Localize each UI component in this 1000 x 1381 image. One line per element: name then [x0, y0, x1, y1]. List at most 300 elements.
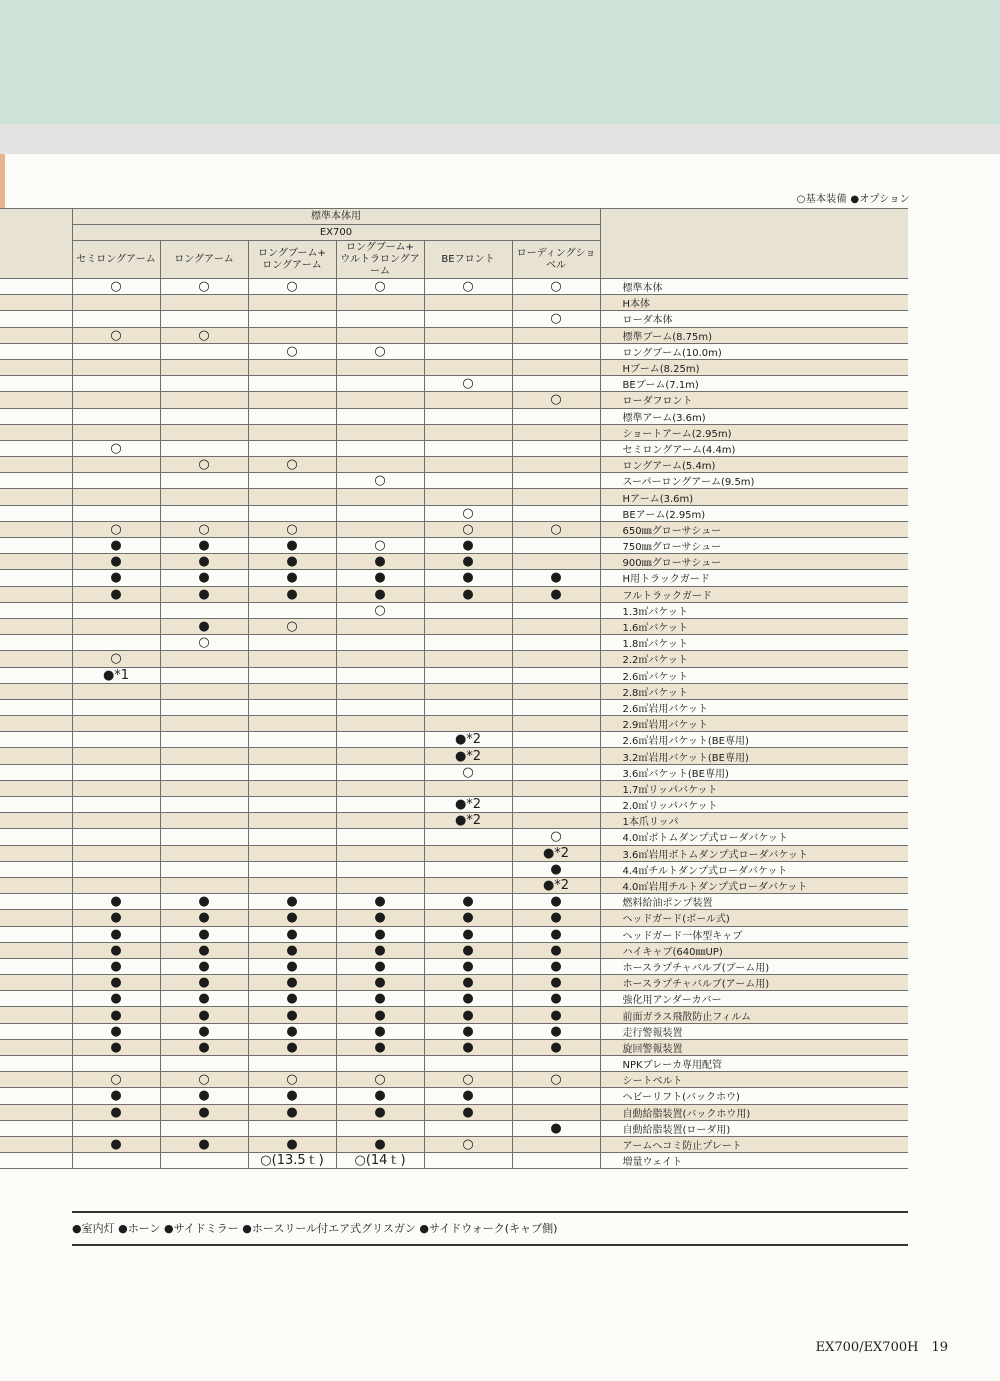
status-cell: [72, 538, 160, 554]
status-cell: [72, 716, 160, 732]
item-name: 3.2㎥岩用バケット(BE専用): [600, 748, 908, 764]
status-cell: [512, 440, 600, 456]
row-spacer: [0, 618, 72, 634]
option-mark: ●: [110, 975, 122, 991]
status-cell: [336, 1072, 424, 1088]
status-cell: [248, 1120, 336, 1136]
standard-mark: ○: [374, 343, 386, 359]
status-cell: [424, 797, 512, 813]
status-cell: [248, 424, 336, 440]
status-cell: [248, 489, 336, 505]
row-spacer: [0, 748, 72, 764]
status-cell: [512, 618, 600, 634]
option-mark: ●: [110, 1137, 122, 1153]
status-cell: [160, 926, 248, 942]
row-spacer: [0, 991, 72, 1007]
standard-mark: ○: [110, 521, 122, 537]
status-cell: [336, 845, 424, 861]
status-cell: [248, 602, 336, 618]
status-cell: [160, 813, 248, 829]
status-cell: [512, 1136, 600, 1152]
status-cell: [248, 813, 336, 829]
item-name: 標準アーム(3.6m): [600, 408, 908, 424]
status-cell: [160, 489, 248, 505]
status-cell: [424, 538, 512, 554]
option-mark: ●: [462, 538, 474, 554]
item-name: ヘッドガード一体型キャブ: [600, 926, 908, 942]
status-cell: [336, 376, 424, 392]
option-mark: ●: [110, 586, 122, 602]
status-cell: [160, 554, 248, 570]
status-cell: [336, 651, 424, 667]
status-cell: [160, 732, 248, 748]
table-row: [0, 489, 908, 505]
option-mark: ●: [110, 554, 122, 570]
status-cell: [336, 424, 424, 440]
status-cell: [512, 376, 600, 392]
status-cell: [512, 1023, 600, 1039]
status-cell: [160, 910, 248, 926]
option-mark: ●: [374, 926, 386, 942]
option-mark: ●: [286, 958, 298, 974]
option-mark: ●*2: [454, 797, 482, 813]
status-cell: [248, 1136, 336, 1152]
item-name: 走行警報装置: [600, 1023, 908, 1039]
item-name: 1.3㎥バケット: [600, 602, 908, 618]
item-name: 燃料給油ポンプ装置: [600, 894, 908, 910]
item-name: 増量ウェイト: [600, 1153, 908, 1169]
item-name: 2.6㎥岩用バケット: [600, 699, 908, 715]
standard-mark: ○: [286, 279, 298, 295]
table-row: [0, 829, 908, 845]
table-row: [0, 780, 908, 796]
status-cell: [512, 813, 600, 829]
status-cell: [248, 473, 336, 489]
item-name: NPKブレーカ専用配管: [600, 1056, 908, 1072]
status-cell: [160, 1104, 248, 1120]
status-cell: [424, 780, 512, 796]
column-header: BEフロント: [424, 241, 512, 279]
status-cell: [248, 1072, 336, 1088]
legend: ○基本装備 ●オプション: [796, 194, 910, 205]
option-mark: ●: [374, 991, 386, 1007]
option-mark: ●*2: [454, 813, 482, 829]
status-cell: [424, 829, 512, 845]
option-mark: ●: [374, 1007, 386, 1023]
option-mark: ●: [462, 926, 474, 942]
row-spacer: [0, 343, 72, 359]
row-spacer: [0, 1136, 72, 1152]
item-name: 1.6㎥バケット: [600, 618, 908, 634]
row-spacer: [0, 910, 72, 926]
item-name: アームヘコミ防止プレート: [600, 1136, 908, 1152]
row-spacer: [0, 651, 72, 667]
option-mark: ●: [198, 1137, 210, 1153]
row-spacer: [0, 440, 72, 456]
option-mark: ●: [286, 1104, 298, 1120]
status-cell: [248, 311, 336, 327]
option-mark: ●: [286, 1088, 298, 1104]
status-cell: [336, 764, 424, 780]
item-name: 4.0㎥ボトムダンプ式ローダバケット: [600, 829, 908, 845]
status-cell: [424, 683, 512, 699]
status-cell: [336, 343, 424, 359]
option-mark: ●: [550, 1120, 562, 1136]
status-cell: [512, 295, 600, 311]
status-cell: [336, 1153, 424, 1169]
standard-mark: ○: [110, 651, 122, 667]
status-cell: [160, 877, 248, 893]
standard-mark: ○: [198, 635, 210, 651]
option-mark: ●: [374, 1137, 386, 1153]
status-cell: [336, 780, 424, 796]
status-cell: [72, 489, 160, 505]
status-cell: [512, 343, 600, 359]
status-cell: [336, 311, 424, 327]
row-spacer: [0, 861, 72, 877]
table-row: [0, 311, 908, 327]
status-cell: [424, 651, 512, 667]
option-mark: ●: [110, 991, 122, 1007]
item-name: 1.7㎥リッパバケット: [600, 780, 908, 796]
status-cell: [72, 521, 160, 537]
footer-rule-top: [72, 1211, 908, 1213]
option-mark: ●: [550, 991, 562, 1007]
column-header: ローディングショベル: [512, 241, 600, 279]
status-cell: [160, 392, 248, 408]
status-cell: [248, 1088, 336, 1104]
status-cell: [512, 894, 600, 910]
row-spacer: [0, 295, 72, 311]
status-cell: [72, 1039, 160, 1055]
status-cell: [424, 716, 512, 732]
status-cell: [248, 1023, 336, 1039]
status-cell: [424, 991, 512, 1007]
status-cell: [512, 942, 600, 958]
status-cell: [424, 602, 512, 618]
status-cell: [248, 975, 336, 991]
status-cell: [248, 1153, 336, 1169]
item-name: 自動給脂装置(ローダ用): [600, 1120, 908, 1136]
option-mark: ●: [286, 554, 298, 570]
row-spacer: [0, 279, 72, 295]
status-cell: [72, 958, 160, 974]
status-cell: [336, 570, 424, 586]
status-cell: [424, 457, 512, 473]
option-mark: ●: [462, 1088, 474, 1104]
table-row: [0, 586, 908, 602]
option-mark: ●: [462, 1023, 474, 1039]
status-cell: [512, 829, 600, 845]
status-cell: [424, 813, 512, 829]
status-cell: [160, 861, 248, 877]
option-mark: ●*2: [454, 748, 482, 764]
item-name: スーパーロングアーム(9.5m): [600, 473, 908, 489]
status-cell: [72, 845, 160, 861]
status-cell: [424, 861, 512, 877]
status-cell: [72, 699, 160, 715]
status-cell: [336, 359, 424, 375]
row-spacer: [0, 975, 72, 991]
option-mark: ●: [550, 942, 562, 958]
status-cell: [160, 991, 248, 1007]
item-name: Hアーム(3.6m): [600, 489, 908, 505]
option-mark: ●: [286, 1023, 298, 1039]
option-mark: ●: [550, 861, 562, 877]
option-mark: ●: [462, 1104, 474, 1120]
standard-mark: ○: [550, 829, 562, 845]
item-name: 自動給脂装置(バックホウ用): [600, 1104, 908, 1120]
status-cell: [248, 521, 336, 537]
status-cell: [248, 376, 336, 392]
option-mark: ●: [550, 958, 562, 974]
footer-note: ●室内灯 ●ホーン ●サイドミラー ●ホースリール付エア式グリスガン ●サイドウォーク(キャブ側): [72, 1222, 558, 1235]
standard-mark: ○: [198, 521, 210, 537]
status-cell: [248, 894, 336, 910]
status-cell: [424, 975, 512, 991]
option-mark: ●: [198, 894, 210, 910]
item-name: Hブーム(8.25m): [600, 359, 908, 375]
status-cell: [160, 1088, 248, 1104]
status-cell: [336, 618, 424, 634]
status-cell: [72, 1007, 160, 1023]
status-cell: [248, 1039, 336, 1055]
item-name: シートベルト: [600, 1072, 908, 1088]
status-cell: [512, 473, 600, 489]
status-cell: [72, 942, 160, 958]
status-cell: [72, 473, 160, 489]
column-header: セミロングアーム: [72, 241, 160, 279]
table-row: [0, 797, 908, 813]
status-cell: [512, 958, 600, 974]
option-mark: ●: [198, 538, 210, 554]
status-cell: [336, 716, 424, 732]
status-cell: [248, 408, 336, 424]
status-cell: [424, 489, 512, 505]
status-cell: [72, 975, 160, 991]
table-row: [0, 279, 908, 295]
status-cell: [72, 505, 160, 521]
standard-mark: ○: [110, 327, 122, 343]
row-spacer: [0, 716, 72, 732]
table-row: [0, 942, 908, 958]
status-cell: [160, 1153, 248, 1169]
status-cell: [248, 732, 336, 748]
option-mark: ●: [550, 910, 562, 926]
status-cell: [512, 1039, 600, 1055]
item-name: H用トラックガード: [600, 570, 908, 586]
option-mark: ●: [374, 1023, 386, 1039]
table-row: [0, 408, 908, 424]
status-cell: [336, 1120, 424, 1136]
status-cell: [512, 457, 600, 473]
option-mark: ●: [286, 942, 298, 958]
status-cell: [512, 327, 600, 343]
item-name: 900㎜グローサシュー: [600, 554, 908, 570]
row-spacer: [0, 764, 72, 780]
status-cell: [512, 359, 600, 375]
row-spacer: [0, 942, 72, 958]
table-row: [0, 651, 908, 667]
status-cell: [160, 942, 248, 958]
item-name: ヘッドガード(ボール式): [600, 910, 908, 926]
standard-mark: ○: [286, 619, 298, 635]
table-row: [0, 618, 908, 634]
status-cell: [336, 1039, 424, 1055]
status-cell: [424, 311, 512, 327]
status-cell: [72, 748, 160, 764]
item-name: フルトラックガード: [600, 586, 908, 602]
table-row: [0, 440, 908, 456]
table-row: [0, 505, 908, 521]
status-cell: [424, 586, 512, 602]
option-mark: ●: [374, 1088, 386, 1104]
status-cell: [248, 295, 336, 311]
status-cell: [424, 295, 512, 311]
status-cell: [512, 780, 600, 796]
status-cell: [424, 732, 512, 748]
row-spacer: [0, 359, 72, 375]
status-cell: [336, 392, 424, 408]
status-cell: [248, 699, 336, 715]
status-cell: [72, 991, 160, 1007]
status-cell: [424, 521, 512, 537]
status-cell: [424, 424, 512, 440]
row-spacer: [0, 602, 72, 618]
status-cell: [424, 1072, 512, 1088]
status-cell: [336, 602, 424, 618]
status-cell: [512, 392, 600, 408]
status-cell: [336, 457, 424, 473]
status-cell: [72, 764, 160, 780]
standard-mark: ○: [550, 521, 562, 537]
item-name: 旋回警報装置: [600, 1039, 908, 1055]
status-cell: [512, 311, 600, 327]
status-cell: [160, 1007, 248, 1023]
status-cell: [336, 538, 424, 554]
table-row: [0, 732, 908, 748]
table-row: [0, 343, 908, 359]
status-cell: [336, 408, 424, 424]
status-cell: [160, 521, 248, 537]
status-cell: [512, 635, 600, 651]
row-spacer: [0, 1104, 72, 1120]
option-mark: ●: [286, 570, 298, 586]
table-row: [0, 570, 908, 586]
status-cell: [72, 311, 160, 327]
status-cell: [248, 538, 336, 554]
row-spacer: [0, 683, 72, 699]
standard-mark: ○: [198, 457, 210, 473]
status-cell: [512, 797, 600, 813]
status-cell: [512, 1088, 600, 1104]
row-spacer: [0, 1088, 72, 1104]
table-row: [0, 926, 908, 942]
status-cell: [512, 424, 600, 440]
table-row: [0, 1039, 908, 1055]
table-row: [0, 424, 908, 440]
row-spacer: [0, 845, 72, 861]
status-cell: [248, 829, 336, 845]
item-name: 前面ガラス飛散防止フィルム: [600, 1007, 908, 1023]
header-spacer: [0, 209, 72, 279]
option-mark: ●: [198, 570, 210, 586]
status-cell: [160, 440, 248, 456]
option-mark: ●: [462, 942, 474, 958]
status-cell: [424, 327, 512, 343]
option-mark: ●: [550, 1039, 562, 1055]
status-cell: [72, 780, 160, 796]
status-cell: [512, 505, 600, 521]
status-cell: [424, 1136, 512, 1152]
status-cell: [512, 732, 600, 748]
status-cell: [160, 343, 248, 359]
table-row: [0, 359, 908, 375]
status-cell: [336, 521, 424, 537]
status-cell: [512, 1056, 600, 1072]
status-cell: [248, 586, 336, 602]
row-spacer: [0, 586, 72, 602]
option-mark: ●*2: [542, 878, 570, 894]
option-mark: ●: [198, 1007, 210, 1023]
status-cell: [336, 635, 424, 651]
status-cell: [512, 554, 600, 570]
standard-mark: ○: [462, 764, 474, 780]
option-mark: ●: [286, 586, 298, 602]
table-row: [0, 910, 908, 926]
status-cell: [160, 829, 248, 845]
status-cell: [424, 376, 512, 392]
standard-mark: ○(14ｔ): [354, 1153, 406, 1169]
status-cell: [72, 1120, 160, 1136]
status-cell: [248, 1007, 336, 1023]
row-spacer: [0, 392, 72, 408]
status-cell: [512, 489, 600, 505]
status-cell: [248, 392, 336, 408]
option-mark: ●: [110, 958, 122, 974]
option-mark: ●: [374, 958, 386, 974]
status-cell: [336, 732, 424, 748]
row-spacer: [0, 538, 72, 554]
status-cell: [72, 635, 160, 651]
option-mark: ●: [286, 991, 298, 1007]
standard-mark: ○: [198, 327, 210, 343]
table-row: [0, 764, 908, 780]
status-cell: [160, 845, 248, 861]
table-row: [0, 958, 908, 974]
status-cell: [248, 716, 336, 732]
option-mark: ●: [110, 894, 122, 910]
status-cell: [72, 829, 160, 845]
status-cell: [512, 279, 600, 295]
status-cell: [336, 797, 424, 813]
item-name: 標準ブーム(8.75m): [600, 327, 908, 343]
status-cell: [512, 1104, 600, 1120]
status-cell: [512, 975, 600, 991]
item-name: 2.6㎥岩用バケット(BE専用): [600, 732, 908, 748]
status-cell: [72, 732, 160, 748]
option-mark: ●: [374, 554, 386, 570]
item-name: 2.8㎥バケット: [600, 683, 908, 699]
option-mark: ●: [286, 1007, 298, 1023]
status-cell: [424, 343, 512, 359]
standard-mark: ○: [374, 279, 386, 295]
item-name: H本体: [600, 295, 908, 311]
item-name: 2.2㎥バケット: [600, 651, 908, 667]
status-cell: [72, 813, 160, 829]
option-mark: ●: [550, 1023, 562, 1039]
status-cell: [72, 926, 160, 942]
